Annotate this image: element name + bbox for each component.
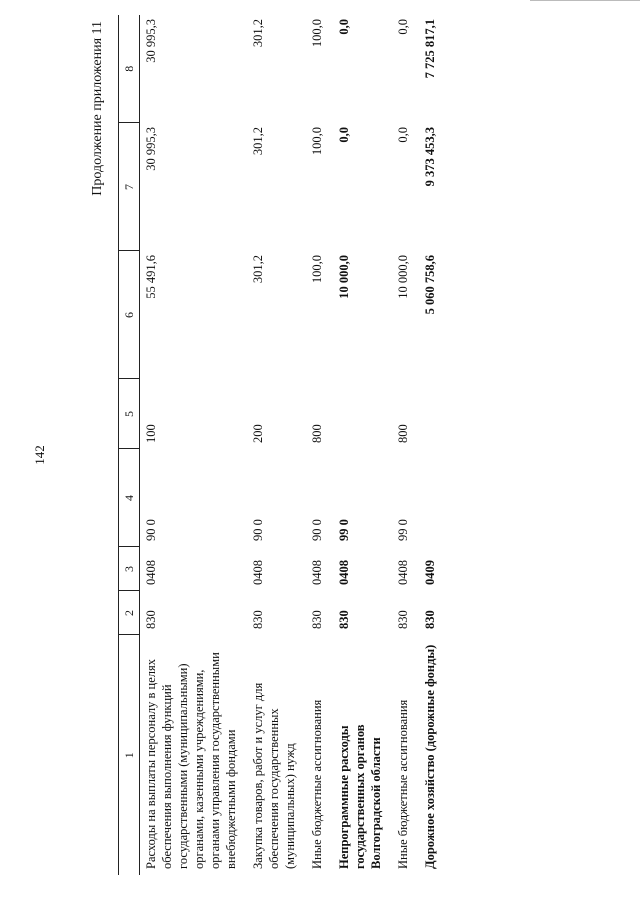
- cell-c4: 90 0: [310, 519, 324, 541]
- cell-c2: 830: [423, 610, 437, 629]
- table-row: [140, 15, 248, 875]
- cell-c5: 100: [144, 424, 158, 443]
- continuation-note: Продолжение приложения 11: [90, 21, 105, 196]
- scan-edge-mark: [530, 0, 640, 4]
- row-name: Непрограммные расходы государственных органов Волгоградской области: [337, 724, 383, 869]
- cell-c4: 99 0: [396, 519, 410, 541]
- cell-c5: [419, 379, 446, 449]
- cell-c2: 830: [310, 610, 324, 629]
- cell-c8: 301,2: [251, 19, 265, 48]
- cell-c6: 100,0: [310, 255, 324, 284]
- header-row: [119, 15, 140, 875]
- cell-c6: 301,2: [251, 255, 265, 284]
- cell-c7: 0,0: [337, 127, 351, 143]
- column-header: 2: [119, 591, 140, 635]
- table-row: [419, 15, 446, 875]
- cell-c8: 0,0: [396, 19, 410, 35]
- row-name: Дорожное хозяйство (дорожные фонды): [423, 644, 437, 869]
- cell-c4: [419, 449, 446, 547]
- cell-c3: 0408: [251, 560, 265, 585]
- column-header: 7: [119, 123, 140, 251]
- cell-c6: 55 491,6: [144, 255, 158, 299]
- budget-table: [118, 15, 446, 875]
- row-name: Расходы на выплаты персоналу в целях обеспечения выполнения функций государственными (муниципальными) органами, казенными учреждениями, органами управления государственными внебюджетными фондами: [144, 652, 238, 869]
- table-row: [247, 15, 306, 875]
- row-name: Закупка товаров, работ и услуг для обеспечения государственных (муниципальных) нужд: [251, 682, 297, 869]
- cell-c3: 0408: [337, 560, 351, 585]
- cell-c2: 830: [251, 610, 265, 629]
- row-name: Иные бюджетные ассигнования: [310, 699, 324, 869]
- cell-c3: 0408: [310, 560, 324, 585]
- cell-c6: 10 000,0: [337, 255, 351, 299]
- column-header: 5: [119, 379, 140, 449]
- cell-c8: 100,0: [310, 19, 324, 48]
- cell-c4: 90 0: [144, 519, 158, 541]
- row-name: Иные бюджетные ассигнования: [396, 699, 410, 869]
- table-row: [333, 15, 392, 875]
- cell-c4: 99 0: [337, 519, 351, 541]
- column-header: 4: [119, 449, 140, 547]
- cell-c5: 800: [396, 424, 410, 443]
- cell-c5: 200: [251, 424, 265, 443]
- cell-c5: [333, 379, 392, 449]
- cell-c7: 9 373 453,3: [423, 127, 437, 187]
- cell-c8: 0,0: [337, 19, 351, 35]
- column-header: 6: [119, 251, 140, 379]
- table-row: [392, 15, 419, 875]
- cell-c3: 0408: [144, 560, 158, 585]
- page-number: 142: [32, 445, 47, 465]
- cell-c3: 0408: [396, 560, 410, 585]
- cell-c7: 301,2: [251, 127, 265, 156]
- cell-c7: 0,0: [396, 127, 410, 143]
- rotated-content: [90, 15, 610, 875]
- cell-c4: 90 0: [251, 519, 265, 541]
- table-row: [306, 15, 333, 875]
- cell-c6: 5 060 758,6: [423, 255, 437, 315]
- cell-c2: 830: [396, 610, 410, 629]
- column-header: 3: [119, 547, 140, 591]
- column-header: 8: [119, 15, 140, 123]
- cell-c8: 30 995,3: [144, 19, 158, 63]
- column-header: 1: [119, 635, 140, 875]
- cell-c5: 800: [310, 424, 324, 443]
- cell-c3: 0409: [423, 560, 437, 585]
- cell-c2: 830: [337, 610, 351, 629]
- cell-c7: 30 995,3: [144, 127, 158, 171]
- cell-c6: 10 000,0: [396, 255, 410, 299]
- cell-c8: 7 725 817,1: [423, 19, 437, 79]
- cell-c7: 100,0: [310, 127, 324, 156]
- cell-c2: 830: [144, 610, 158, 629]
